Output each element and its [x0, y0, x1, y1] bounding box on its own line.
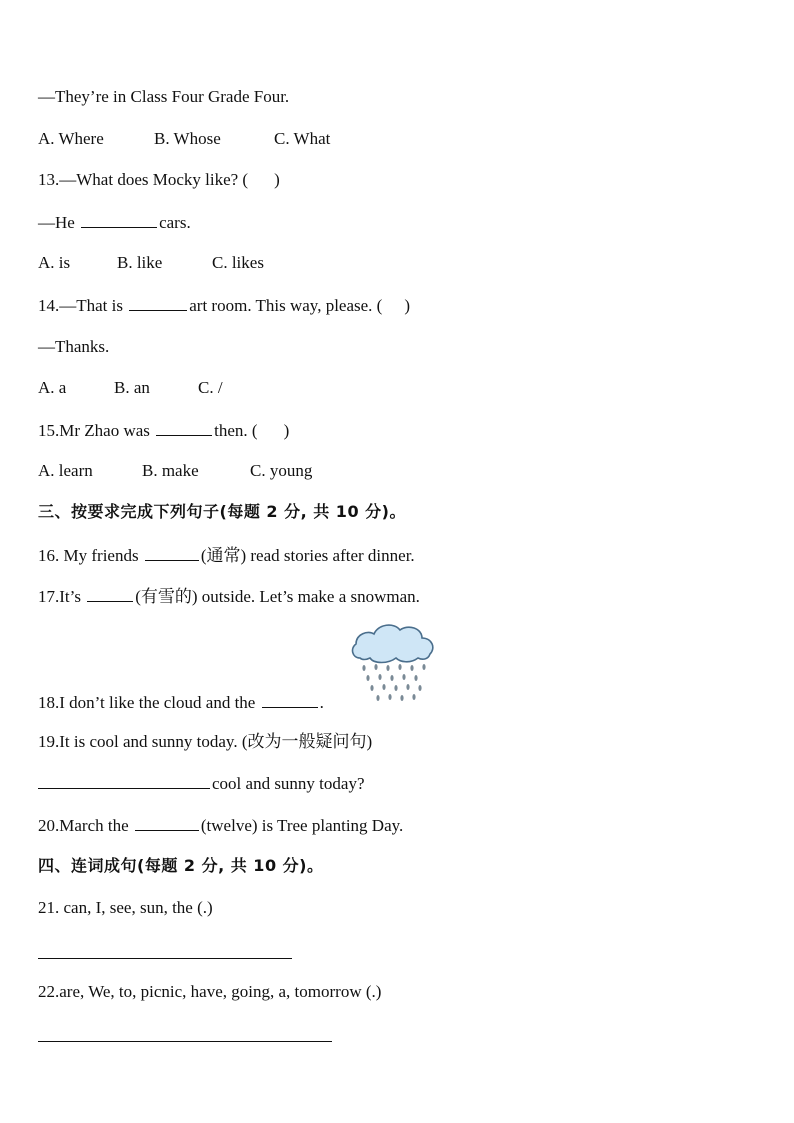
cloud-shape [353, 625, 433, 662]
q21-answer-line[interactable] [38, 958, 292, 959]
rain-drop [390, 675, 393, 681]
q14-option-a[interactable]: A. a [38, 378, 67, 397]
q13-option-a[interactable]: A. is [38, 253, 71, 272]
q13-option-b[interactable]: B. like [117, 253, 163, 272]
q13-question-text: 13.—What does Mocky like? ( [38, 170, 249, 189]
q12-option-c[interactable]: C. What [274, 129, 331, 148]
q21-words: 21. can, I, see, sun, the (.) [38, 898, 213, 917]
q19-answer [38, 773, 365, 794]
rain-drop [362, 665, 365, 671]
q16-end: (通常) read stories after dinner. [200, 546, 415, 565]
q15-option-b[interactable]: B. make [142, 461, 199, 480]
rain-drop [400, 695, 403, 701]
q14-blank[interactable] [129, 295, 187, 311]
q16 [38, 545, 415, 566]
section-4-heading: 四、连词成句(每题 2 分, 共 10 分)。 [38, 856, 324, 875]
q14-answer: —Thanks. [38, 337, 110, 356]
q15-blank[interactable] [156, 420, 212, 436]
q13-options [38, 253, 264, 273]
q16-blank[interactable] [145, 545, 199, 561]
q14-question-mid: art room. This way, please. ( [189, 296, 383, 315]
q13-question [38, 170, 280, 190]
q14-question-start: 14.—That is [38, 296, 123, 315]
q15-option-a[interactable]: A. learn [38, 461, 93, 480]
q15-question-end: ) [283, 421, 290, 440]
q20 [38, 815, 403, 836]
q22-words: 22.are, We, to, picnic, have, going, a, tomorrow (.) [38, 982, 382, 1001]
rain-drop [398, 664, 401, 670]
q20-end: (twelve) is Tree planting Day. [200, 816, 404, 835]
q13-blank[interactable] [81, 212, 157, 228]
q20-blank[interactable] [135, 815, 199, 831]
q14-question [38, 295, 410, 316]
q12-answer: —They’re in Class Four Grade Four. [38, 87, 290, 106]
q14-option-c[interactable]: C. / [198, 378, 223, 397]
q15-question [38, 420, 289, 441]
q13-answer-start: —He [38, 213, 75, 232]
rain-drop [402, 674, 405, 680]
q12-option-b[interactable]: B. Whose [154, 129, 221, 148]
rain-drop [388, 694, 391, 700]
rain-drop [394, 685, 397, 691]
q12-options [38, 129, 330, 149]
q14-option-b[interactable]: B. an [114, 378, 150, 397]
q18-end: . [319, 693, 324, 712]
q15-question-start: 15.Mr Zhao was [38, 421, 150, 440]
rain-drop [378, 674, 381, 680]
q13-answer [38, 212, 191, 233]
rain-cloud-icon [350, 620, 436, 706]
q15-option-c[interactable]: C. young [250, 461, 313, 480]
q22-answer-line[interactable] [38, 1041, 332, 1042]
rain-drop [406, 684, 409, 690]
q16-start: 16. My friends [38, 546, 139, 565]
q17-blank[interactable] [87, 586, 133, 602]
q15-question-mid: then. ( [214, 421, 258, 440]
q13-answer-end: cars. [159, 213, 191, 232]
section-3-heading: 三、按要求完成下列句子(每题 2 分, 共 10 分)。 [38, 502, 406, 521]
q12-option-a[interactable]: A. Where [38, 129, 104, 148]
q13-question-end: ) [274, 170, 280, 189]
q15-options [38, 461, 312, 481]
q17 [38, 586, 420, 607]
rain-drop [410, 665, 413, 671]
q18-blank[interactable] [262, 692, 318, 708]
q19-question: 19.It is cool and sunny today. (改为一般疑问句) [38, 732, 373, 751]
q14-question-end: ) [404, 296, 411, 315]
q17-end: (有雪的) outside. Let’s make a snowman. [135, 587, 420, 606]
rain-drop [374, 664, 377, 670]
rain-drop [366, 675, 369, 681]
q18-start: 18.I don’t like the cloud and the [38, 693, 256, 712]
rain-drop [382, 684, 385, 690]
rain-drop [386, 665, 389, 671]
rain-drop [414, 675, 417, 681]
rain-drop [376, 695, 379, 701]
q14-options [38, 378, 223, 398]
q20-start: 20.March the [38, 816, 129, 835]
q13-option-c[interactable]: C. likes [212, 253, 264, 272]
rain-drop [412, 694, 415, 700]
rain-drops [362, 664, 425, 701]
rain-drop [418, 685, 421, 691]
rain-drop [370, 685, 373, 691]
rain-drop [422, 664, 425, 670]
q17-start: 17.It’s [38, 587, 81, 606]
q18 [38, 692, 324, 713]
q19-blank[interactable] [38, 773, 210, 789]
q19-answer-end: cool and sunny today? [212, 774, 365, 793]
